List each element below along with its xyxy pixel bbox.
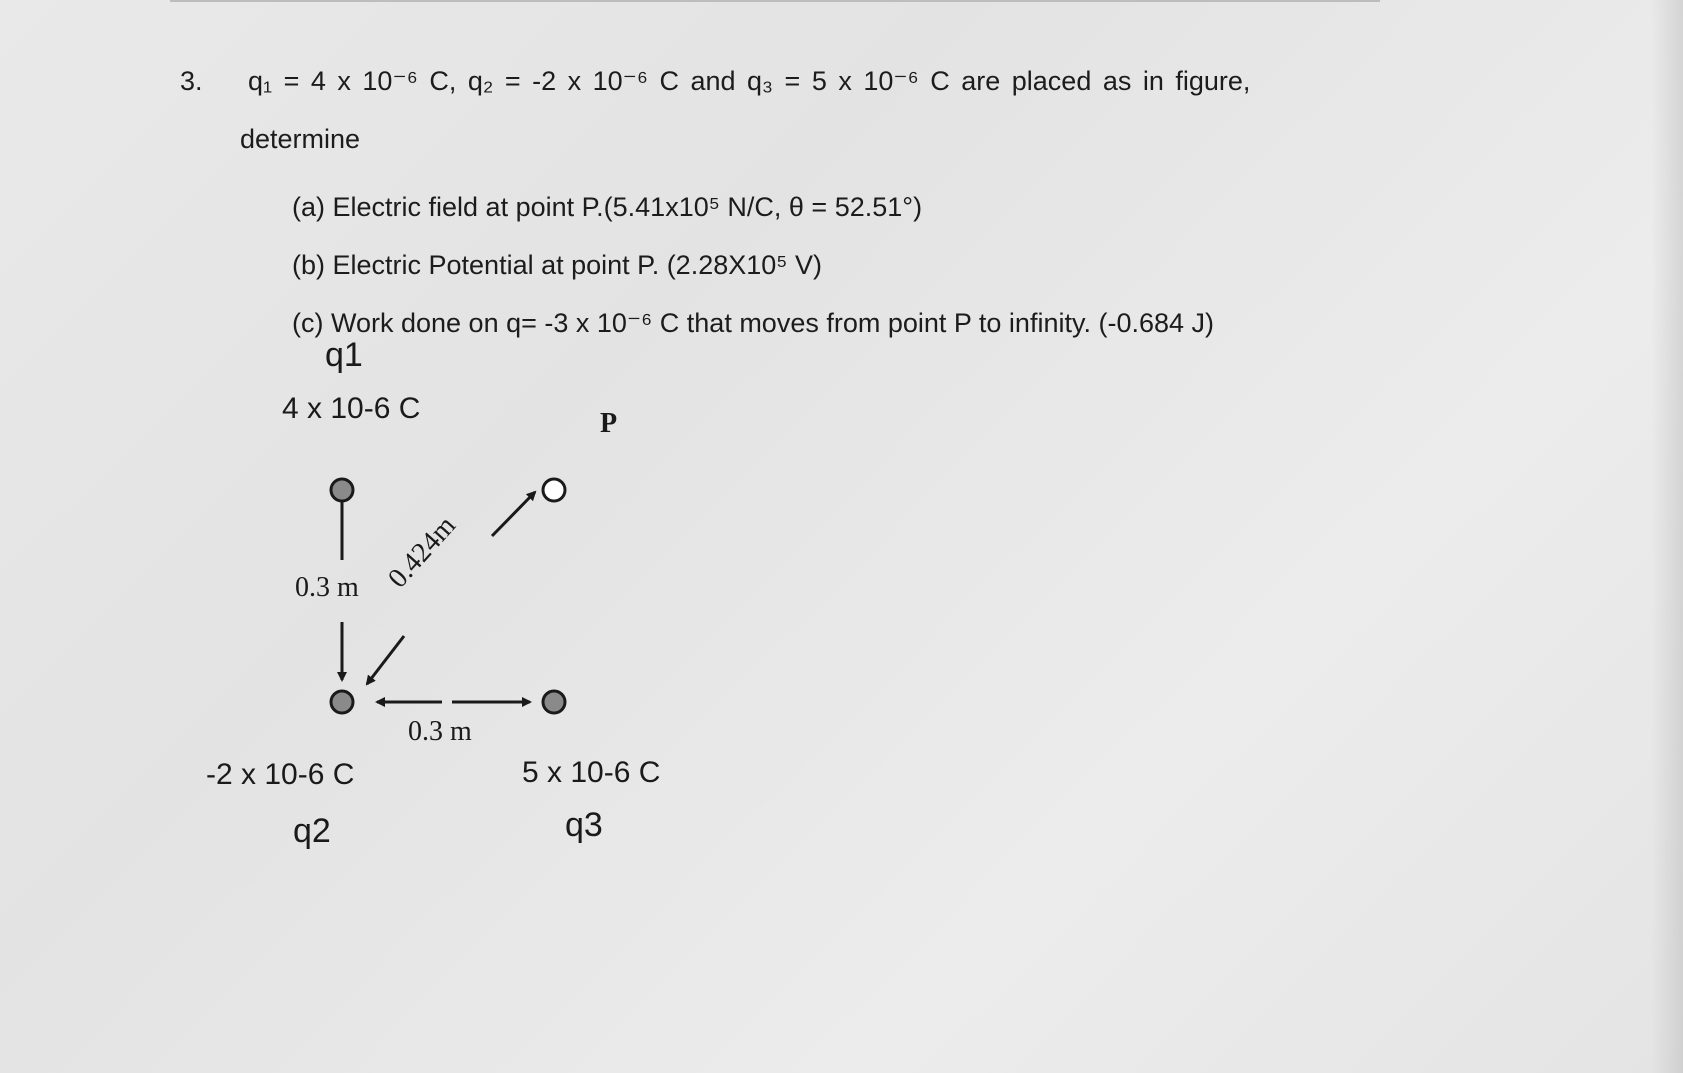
- point-p-label: P: [600, 408, 618, 439]
- vertical-distance-label: 0.3 m: [295, 572, 359, 603]
- q1-charge-label: 4 x 10-6 C: [282, 392, 421, 425]
- point-p-marker: [543, 479, 565, 501]
- part-b: (b) Electric Potential at point P. (2.28X10⁵ V): [292, 250, 822, 280]
- charge-diagram: [180, 336, 740, 870]
- top-divider: [170, 0, 1380, 2]
- page-edge-shadow: [1651, 0, 1683, 1073]
- charge-q3-marker: [543, 691, 565, 713]
- q1-name-label: q1: [325, 336, 363, 374]
- part-a: (a) Electric field at point P.(5.41x10⁵ N/C, θ = 52.51°): [292, 192, 923, 222]
- horizontal-distance-label: 0.3 m: [408, 716, 472, 747]
- problem-parts: [292, 178, 1214, 352]
- charge-q1-marker: [331, 479, 353, 501]
- q2-charge-label: -2 x 10-6 C: [206, 758, 355, 791]
- q2-name-label: q2: [293, 812, 331, 850]
- diagonal-arrow-down: [367, 636, 404, 684]
- problem-number: 3.: [180, 66, 203, 96]
- charge-q2-marker: [331, 691, 353, 713]
- q3-charge-label: 5 x 10-6 C: [522, 756, 661, 789]
- diagonal-arrow-up: [492, 492, 535, 536]
- problem-statement-line1: q₁ = 4 x 10⁻⁶ C, q₂ = -2 x 10⁻⁶ C and q₃ = 5 x 10⁻⁶ C are placed as in figure,: [248, 66, 1251, 96]
- q3-name-label: q3: [565, 806, 603, 844]
- part-c: (c) Work done on q= -3 x 10⁻⁶ C that moves from point P to infinity. (-0.684 J): [292, 308, 1215, 338]
- charge-diagram-svg: [180, 350, 740, 870]
- diagonal-distance-label: 0.424m: [382, 510, 462, 595]
- problem-statement-line2: determine: [240, 124, 361, 154]
